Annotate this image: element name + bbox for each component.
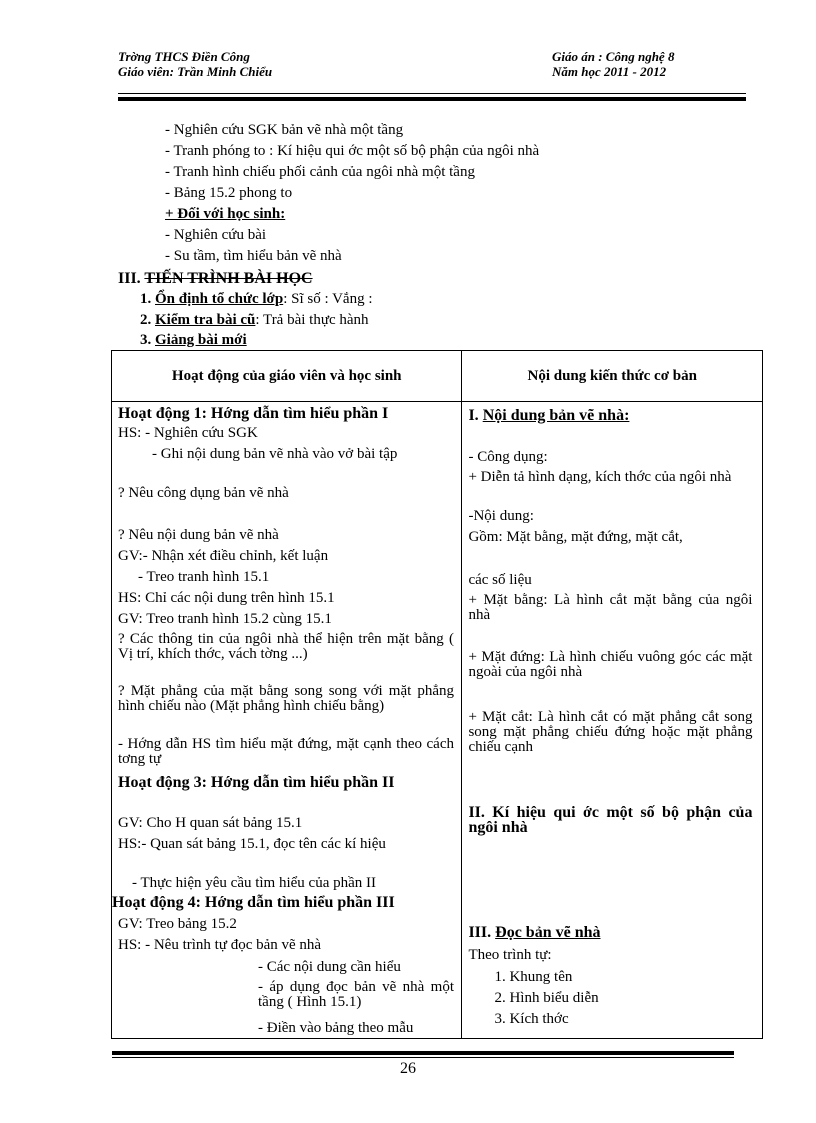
step-1-label: Ổn định tổ chức lớp <box>155 291 284 307</box>
content-line: + Mặt cắt: Là hình cắt có mặt phẳng cắt song song mặt phẳng chiếu đứng hoặc mặt phẳng chiếu cạnh <box>468 709 753 755</box>
content-line: Theo trình tự: <box>468 947 552 963</box>
activity-line: GV:- Nhận xét điều chỉnh, kết luận <box>118 548 329 564</box>
activity-1-title: Hoạt động 1: Hớng dẫn tìm hiểu phần I <box>118 405 389 422</box>
content-line: + Mặt bằng: Là hình cắt mặt bằng của ngôi nhà <box>468 592 753 623</box>
column-header-content: Nội dung kiến thức cơ bản <box>462 351 763 402</box>
activity-line: HS:- Quan sát bảng 15.1, đọc tên các kí hiệu <box>118 836 386 852</box>
column-header-activities: Hoạt động của giáo viên và học sinh <box>112 351 462 402</box>
activity-3-title: Hoạt động 3: Hớng dẫn tìm hiểu phần II <box>118 774 395 791</box>
activity-line: - Ghi nội dung bản vẽ nhà vào vở bài tập <box>152 446 398 462</box>
student-heading: + Đối với học sinh: <box>165 206 286 222</box>
content-list-item: 3. Kích thớc <box>494 1011 569 1027</box>
activity-line: GV: Treo tranh hình 15.2 cùng 15.1 <box>118 611 332 627</box>
prep-item: - Tranh hình chiếu phối cảnh của ngôi nhà một tầng <box>165 164 475 180</box>
activity-line: HS: Chỉ các nội dung trên hình 15.1 <box>118 590 335 606</box>
section-title <box>118 270 313 288</box>
content-line: - Công dụng: <box>468 449 548 465</box>
activity-line: ? Các thông tin của ngôi nhà thể hiện trên mặt bằng ( Vị trí, khích thớc, vách tờng ...) <box>118 631 454 662</box>
footer-rule-thin <box>112 1057 734 1058</box>
activity-line: - Hớng dẫn HS tìm hiểu mặt đứng, mặt cạnh theo cách tơng tự <box>118 736 454 767</box>
subject-label: Giáo án : Công nghệ 8 <box>552 49 675 64</box>
content-list-item: 1. Khung tên <box>494 969 573 985</box>
section-number: III. <box>118 270 145 287</box>
activity-line: GV: Cho H quan sát bảng 15.1 <box>118 815 303 831</box>
content-section-2: II. Kí hiệu qui ớc một số bộ phận của ngôi nhà <box>468 804 753 836</box>
content-list-item: 2. Hình biểu diễn <box>494 990 599 1006</box>
content-line: + Mặt đứng: Là hình chiếu vuông góc các mặt ngoài của ngôi nhà <box>468 649 753 680</box>
content-section-1 <box>468 408 629 424</box>
header-right <box>552 49 674 79</box>
activity-line: GV: Treo bảng 15.2 <box>118 916 237 932</box>
content-section-3 <box>468 925 600 941</box>
student-item: - Nghiên cứu bài <box>165 227 267 243</box>
activity-line: - Thực hiện yêu cầu tìm hiểu của phần II <box>132 875 377 891</box>
step-3-label: Giảng bài mới <box>155 332 247 348</box>
activity-line: - Điền vào bảng theo mẫu <box>258 1020 414 1036</box>
content-section-1-title: Nội dung bản vẽ nhà: <box>482 407 630 424</box>
content-line: Gồm: Mặt bằng, mặt đứng, mặt cắt, <box>468 529 683 545</box>
activity-line: - Treo tranh hình 15.1 <box>138 569 270 585</box>
content-cell <box>462 402 763 1039</box>
header-left <box>118 49 272 79</box>
activity-line: - Các nội dung cần hiểu <box>258 959 401 975</box>
step-3 <box>140 331 247 349</box>
step-1 <box>140 290 373 308</box>
step-2 <box>140 311 369 329</box>
activity-line: HS: - Nghiên cứu SGK <box>118 425 258 441</box>
content-section-3-title: Đọc bản vẽ nhà <box>495 924 601 941</box>
content-line: các số liệu <box>468 572 532 588</box>
teacher-name: Giáo viên: Trần Minh Chiểu <box>118 64 273 79</box>
school-name: Trờng THCS Điền Công <box>118 49 250 64</box>
activity-4-title: Hoạt động 4: Hớng dẫn tìm hiểu phần III <box>112 894 395 911</box>
content-section-1-number: I. <box>468 407 483 424</box>
step-3-number: 3. <box>140 332 155 348</box>
step-2-number: 2. <box>140 312 155 328</box>
activities-cell <box>112 402 462 1039</box>
prep-item: - Tranh phóng to : Kí hiệu qui ớc một số bộ phận của ngôi nhà <box>165 143 540 159</box>
footer-rule-thick <box>112 1051 734 1055</box>
content-line: -Nội dung: <box>468 508 534 524</box>
prep-item: - Nghiên cứu SGK bản vẽ nhà một tầng <box>165 122 404 138</box>
activity-line: ? Nêu nội dung bản vẽ nhà <box>118 527 279 543</box>
step-2-label: Kiểm tra bài cũ <box>155 312 256 328</box>
step-1-number: 1. <box>140 291 155 307</box>
prep-item: - Bảng 15.2 phong to <box>165 185 293 201</box>
header-rule-thin <box>118 93 746 94</box>
lesson-table <box>111 350 763 1039</box>
section-title-text: TIẾN TRÌNH BÀI HỌC <box>144 270 313 287</box>
content-section-3-number: III. <box>468 924 496 941</box>
activity-line: HS: - Nêu trình tự đọc bản vẽ nhà <box>118 937 322 953</box>
activity-line: ? Nêu công dụng bản vẽ nhà <box>118 485 289 501</box>
activity-line: - áp dụng đọc bản vẽ nhà một tầng ( Hình 15.1) <box>258 979 454 1010</box>
content-line: + Diễn tả hình dạng, kích thớc của ngôi nhà <box>468 469 732 485</box>
student-item: - Su tầm, tìm hiểu bản vẽ nhà <box>165 248 342 264</box>
school-year: Năm học 2011 - 2012 <box>552 64 667 79</box>
header-rule-thick <box>118 97 746 101</box>
page-number: 26 <box>400 1060 416 1077</box>
step-2-rest: : Trả bài thực hành <box>255 312 369 328</box>
activity-line: ? Mặt phẳng của mặt bằng song song với mặt phẳng hình chiếu nào (Mặt phẳng hình chiếu bằng) <box>118 683 454 714</box>
step-1-rest: : Sĩ số : Vắng : <box>283 291 373 307</box>
